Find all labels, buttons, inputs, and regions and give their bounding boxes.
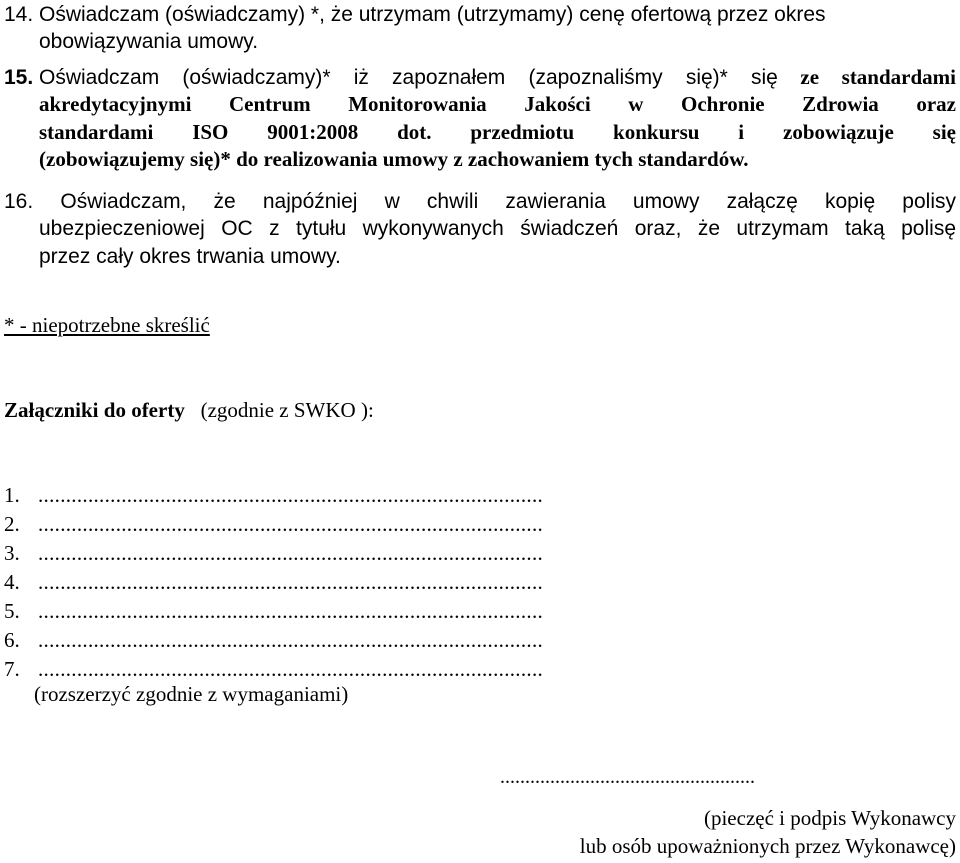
statement-14-line-2: obowiązywania umowy. (39, 30, 259, 54)
attachment-number: 7. (4, 657, 20, 681)
statement-14 (4, 1, 956, 56)
statement-16-number: 16. (4, 190, 34, 213)
attachment-number: 2. (4, 512, 20, 536)
attachment-number: 3. (4, 541, 20, 565)
statement-16-line-1 (4, 188, 956, 215)
statement-15-line-1-bold: ze standardami (800, 65, 956, 89)
statement-16 (4, 188, 956, 270)
statement-15-line-4: (zobowiązujemy się)* do realizowania umowy z zachowaniem tych standardów. (39, 146, 749, 171)
strike-out-note: * - niepotrzebne skreślić (4, 313, 210, 337)
attachments-heading-rest: (zgodnie z SWKO ): (200, 398, 374, 422)
attachments-heading-bold: Załączniki do oferty (4, 398, 185, 422)
attachment-number: 5. (4, 599, 20, 623)
attachment-row (4, 568, 543, 597)
statement-16-line-2: ubezpieczeniowej OC z tytułu wykonywanych świadczeń oraz, że utrzymam taką polisę (39, 217, 956, 241)
attachment-row (4, 510, 543, 539)
signature-dotted-line: ................................................... (500, 766, 755, 788)
statement-15-line-2: akredytacyjnymi Centrum Monitorowania Jakości w Ochronie Zdrowia oraz (39, 92, 956, 117)
statement-14-line-1: Oświadczam (oświadczamy) *, że utrzymam (utrzymamy) cenę ofertową przez okres (39, 3, 826, 26)
attachment-dotted-line: ........................................................................................... (38, 512, 544, 536)
attachment-row (4, 539, 543, 568)
attachment-row (4, 597, 543, 626)
attachment-number: 1. (4, 483, 20, 507)
statement-15-line-1-regular: Oświadczam (oświadczamy)* iż zapoznałem (zapoznaliśmy się)* się (39, 66, 778, 89)
signature-caption-line-1: (pieczęć i podpis Wykonawcy (703, 806, 956, 830)
statement-16-line-1-text: Oświadczam, że najpóźniej w chwili zawierania umowy załączę kopię polisy (60, 190, 956, 213)
attachment-dotted-line: ........................................................................................... (38, 657, 544, 681)
attachment-dotted-line: ........................................................................................... (38, 541, 544, 565)
attachment-dotted-line: ........................................................................................... (38, 570, 544, 594)
statement-15-line-3: standardami ISO 9001:2008 dot. przedmiotu konkursu i zobowiązuje się (39, 119, 956, 144)
attachment-number: 4. (4, 570, 20, 594)
signature-caption-line-2: lub osób upoważnionych przez Wykonawcę) (579, 834, 956, 858)
attachment-dotted-line: ........................................................................................... (38, 628, 544, 652)
statement-15 (4, 64, 956, 173)
attachment-row (4, 626, 543, 655)
statement-14-number: 14. (4, 3, 34, 26)
attachments-heading (4, 398, 374, 423)
attachment-row (4, 481, 543, 510)
attachment-dotted-line: ........................................................................................... (38, 483, 544, 507)
statement-15-number: 15. (4, 66, 34, 89)
extend-note: (rozszerzyć zgodnie z wymaganiami) (34, 682, 349, 706)
attachments-list (4, 481, 543, 684)
attachment-row (4, 655, 543, 684)
attachment-dotted-line: ........................................................................................... (38, 599, 544, 623)
statement-16-line-3: przez cały okres trwania umowy. (39, 244, 341, 268)
statement-15-line-1 (4, 64, 956, 91)
attachment-number: 6. (4, 628, 20, 652)
